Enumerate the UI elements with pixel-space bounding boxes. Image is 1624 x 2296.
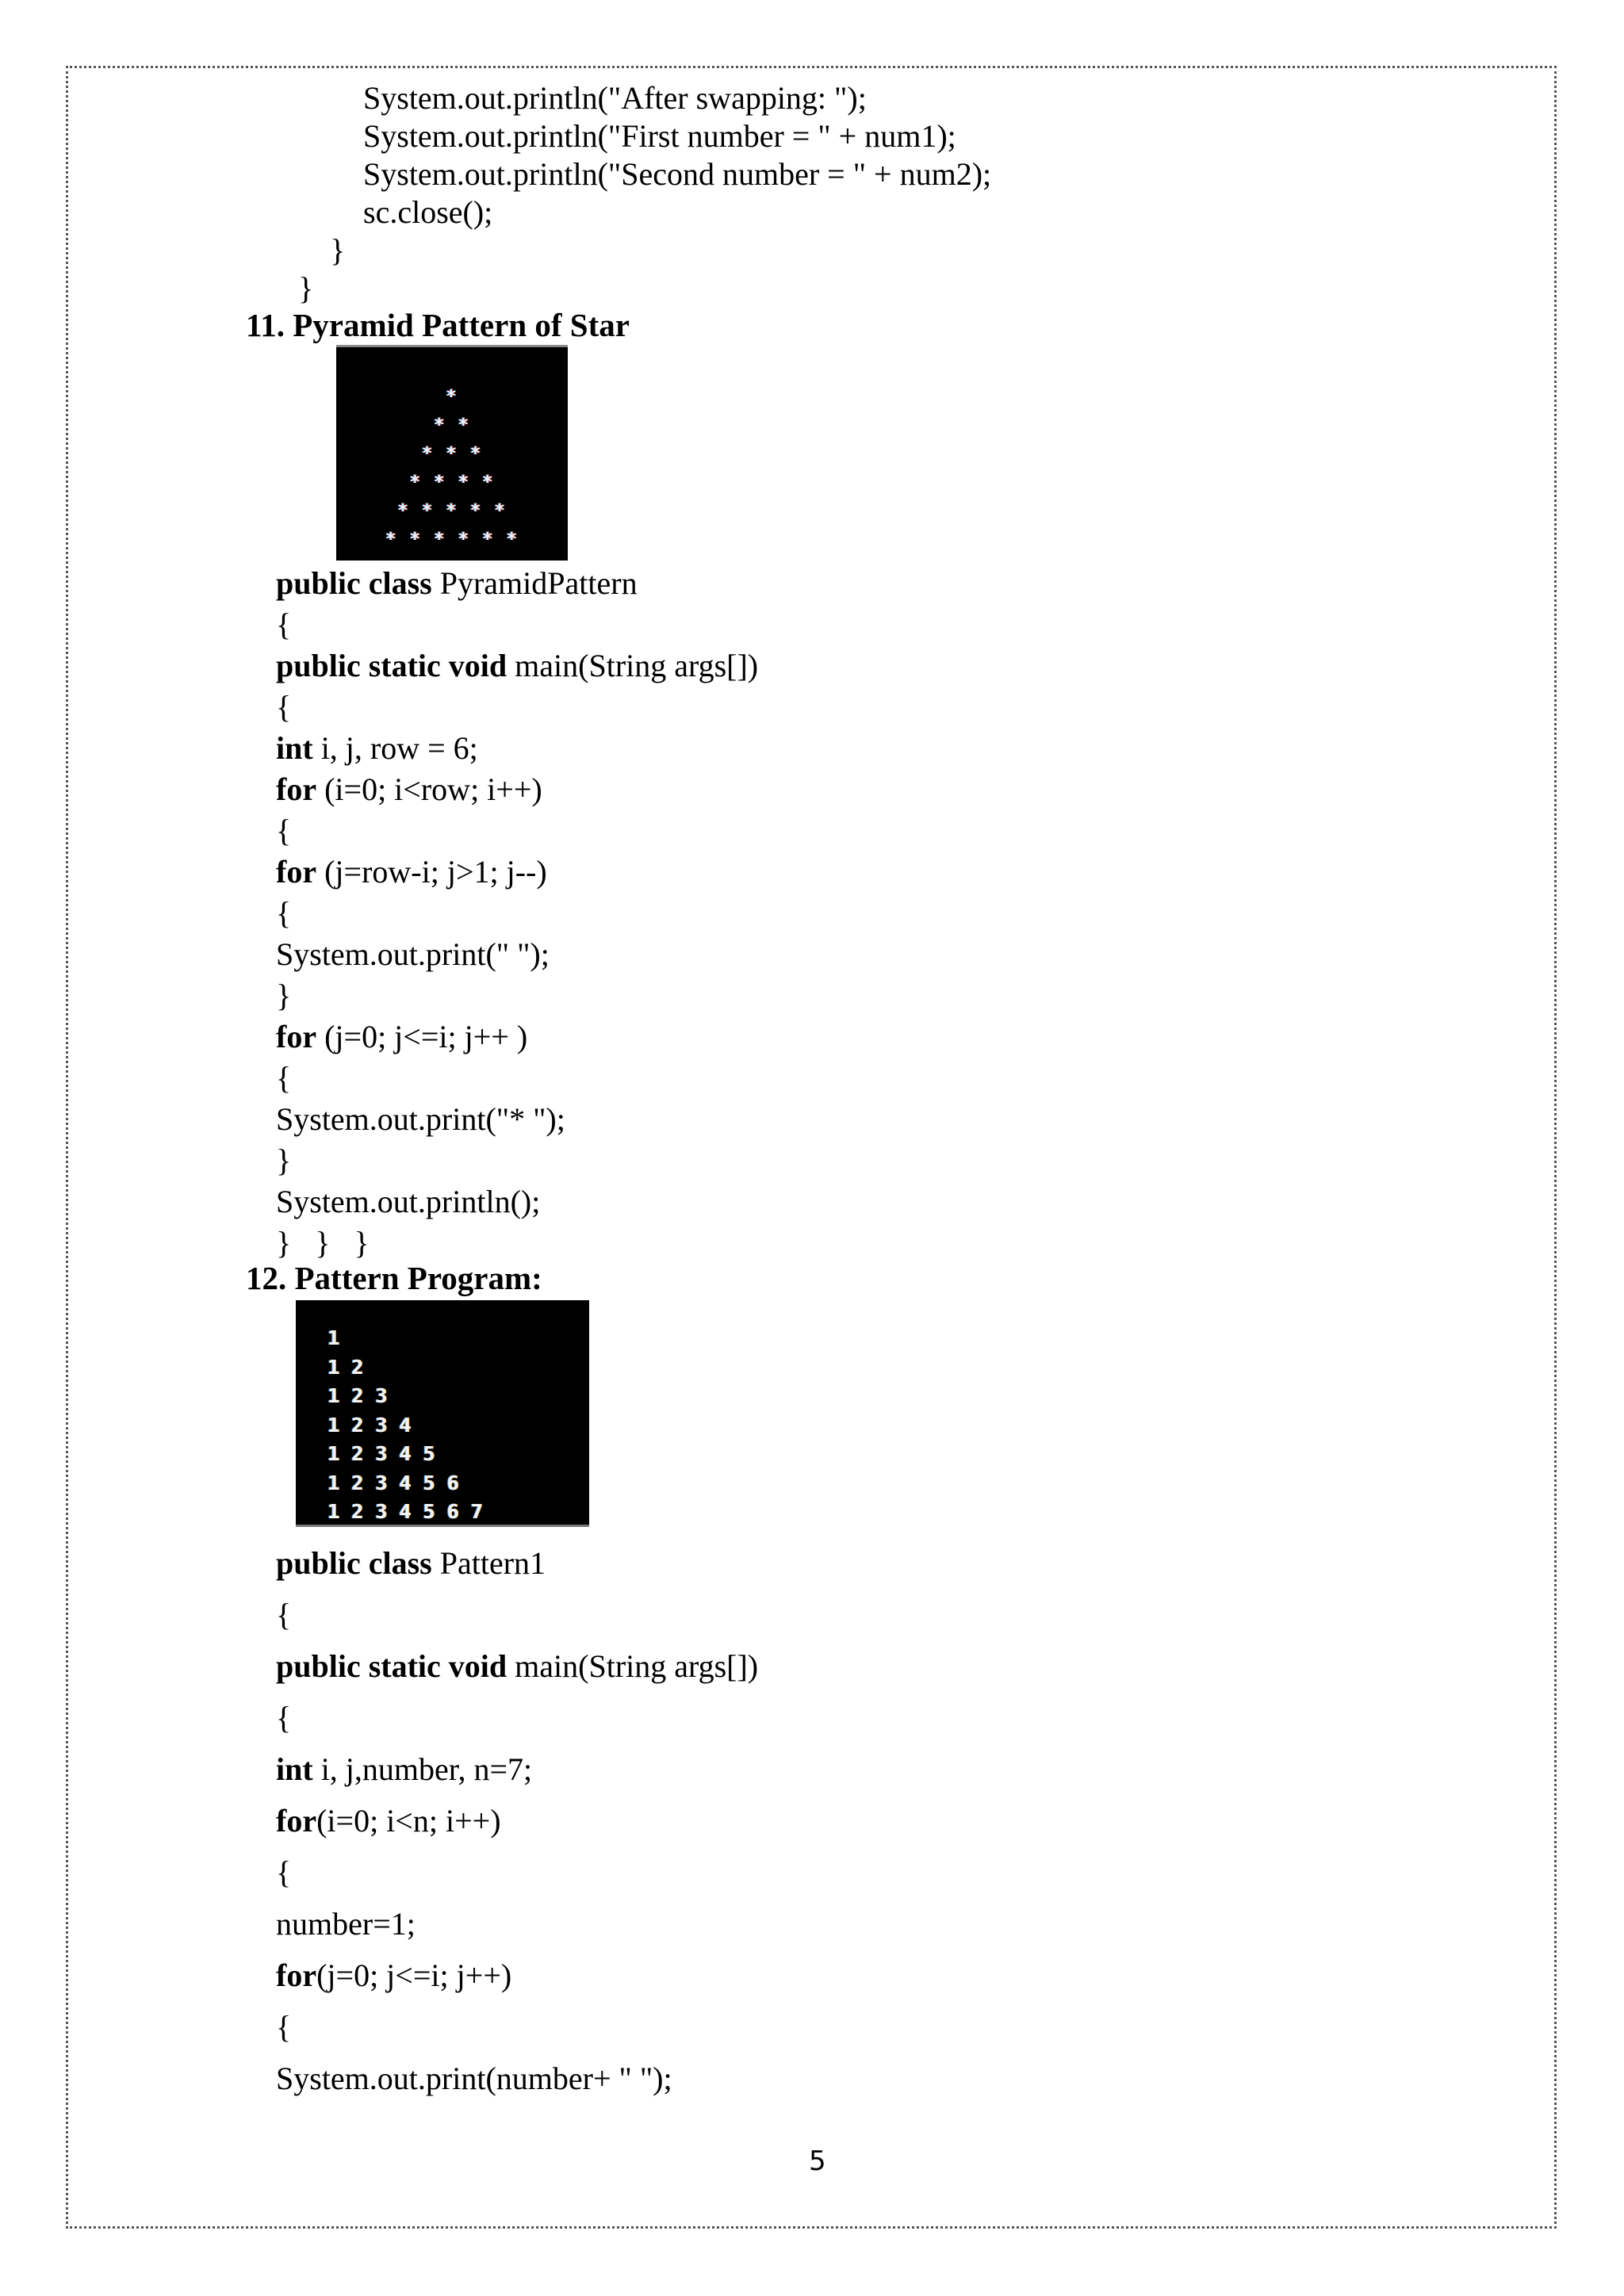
code-line: System.out.print("* "); <box>276 1101 565 1137</box>
code-line: { <box>276 607 292 642</box>
pyramid-row: * * * <box>421 444 483 464</box>
code-line: int i, j, row = 6; <box>276 730 478 766</box>
code-line: for(i=0; i<n; i++) <box>276 1803 501 1839</box>
code-line: } } } <box>276 1225 370 1261</box>
code-line: System.out.print(number+ " "); <box>276 2061 672 2096</box>
pyramid-row: * <box>446 387 458 407</box>
code-line: public static void main(String args[]) <box>276 1648 759 1684</box>
pyramid-row: * * * * * <box>397 501 507 521</box>
section-heading-pattern: 12. Pattern Program: <box>246 1260 542 1296</box>
code-line: { <box>276 1060 292 1096</box>
number-pattern-row: 1 2 3 4 5 6 7 <box>327 1500 483 1523</box>
code-line: System.out.println(); <box>276 1184 541 1219</box>
code-line: System.out.print(" "); <box>276 936 550 972</box>
code-line: int i, j,number, n=7; <box>276 1751 533 1787</box>
code-line: number=1; <box>276 1906 416 1942</box>
code-line: { <box>276 689 292 725</box>
code-line: System.out.println("Second number = " + num2); <box>363 156 992 192</box>
code-line: for (i=0; i<row; i++) <box>276 771 542 807</box>
code-line: { <box>276 1854 292 1890</box>
code-line: public class Pattern1 <box>276 1545 546 1581</box>
code-line: { <box>276 1597 292 1632</box>
pyramid-row: * * * * <box>409 473 495 492</box>
code-line: sc.close(); <box>363 194 493 230</box>
code-line: for(j=0; j<=i; j++) <box>276 1957 512 1993</box>
code-line: for (j=0; j<=i; j++ ) <box>276 1019 528 1054</box>
code-line: System.out.println("First number = " + num1); <box>363 118 956 154</box>
pyramid-output-image <box>336 345 568 561</box>
code-line: public class PyramidPattern <box>276 565 638 601</box>
code-line: } <box>330 232 346 268</box>
pyramid-row: * * <box>434 415 470 435</box>
number-pattern-row: 1 <box>327 1326 340 1349</box>
code-line: } <box>276 1142 292 1178</box>
number-pattern-row: 1 2 3 4 5 6 <box>327 1471 459 1494</box>
code-line: } <box>298 270 314 306</box>
code-line: { <box>276 1700 292 1735</box>
page-number: 5 <box>809 2145 826 2177</box>
number-pattern-row: 1 2 3 <box>327 1384 388 1407</box>
code-line: System.out.println("After swapping: "); <box>363 80 867 116</box>
section-heading-pyramid: 11. Pyramid Pattern of Star <box>246 307 630 343</box>
number-pattern-output-image <box>296 1300 589 1527</box>
code-line: { <box>276 895 292 931</box>
code-line: { <box>276 2009 292 2045</box>
code-line: public static void main(String args[]) <box>276 648 759 683</box>
code-line: } <box>276 978 292 1013</box>
code-line: for (j=row-i; j>1; j--) <box>276 854 547 890</box>
pyramid-row: * * * * * * <box>385 530 519 549</box>
code-line: { <box>276 813 292 848</box>
number-pattern-row: 1 2 3 4 5 <box>327 1442 435 1465</box>
number-pattern-row: 1 2 3 4 <box>327 1413 412 1437</box>
number-pattern-row: 1 2 <box>327 1355 364 1379</box>
